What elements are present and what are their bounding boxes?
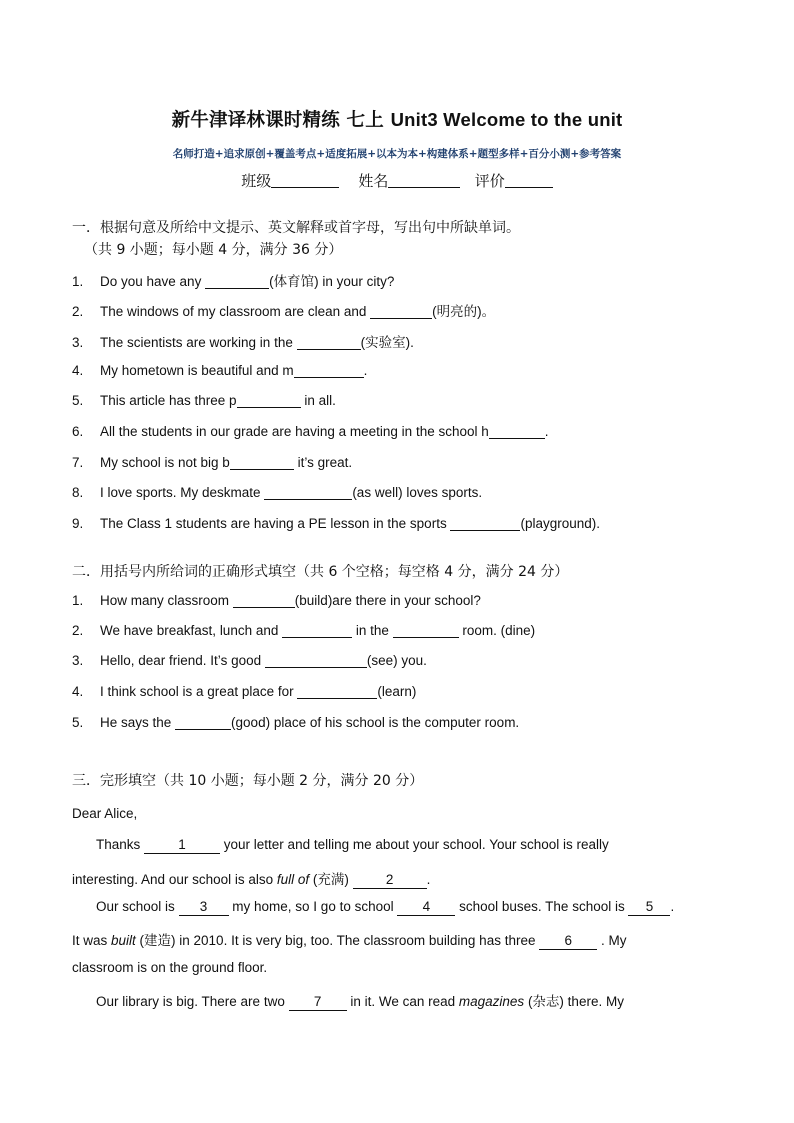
answer-blank[interactable] xyxy=(370,303,432,319)
answer-blank[interactable] xyxy=(282,622,352,638)
s1-question-7: 7. My school is not big b it’s great. xyxy=(72,455,353,470)
s1-question-9: 9. The Class 1 students are having a PE lesson in the sports (playground). xyxy=(72,516,600,531)
s1-question-1: 1. Do you have any (体育馆) in your city? xyxy=(72,274,395,289)
passage-line-6: Our library is big. There are two 7 in it. We can read magazines (杂志) there. My xyxy=(96,994,624,1009)
passage-line-5: classroom is on the ground floor. xyxy=(72,960,268,975)
class-blank[interactable] xyxy=(271,173,339,188)
answer-blank[interactable] xyxy=(489,423,545,439)
title-chinese: 新牛津译林课时精练 七上 xyxy=(171,110,384,131)
s1-question-5: 5. This article has three p in all. xyxy=(72,393,336,408)
s2-question-4: 4. I think school is a great place for (learn) xyxy=(72,684,417,699)
subtitle: 名师打造+追求原创+覆盖考点+适度拓展+以本为本+构建体系+题型多样+百分小测+参考答案 xyxy=(172,148,622,160)
answer-blank[interactable] xyxy=(237,392,301,408)
answer-blank[interactable] xyxy=(205,273,269,289)
answer-blank[interactable] xyxy=(265,652,367,668)
passage-line-2: interesting. And our school is also full of (充满) 2 . xyxy=(72,872,431,887)
cloze-blank-3[interactable]: 3 xyxy=(179,899,229,916)
title-english: Unit3 Welcome to the unit xyxy=(390,109,623,130)
passage-line-1: Thanks 1 your letter and telling me about your school. Your school is really xyxy=(96,837,609,852)
cloze-blank-1[interactable]: 1 xyxy=(144,837,220,854)
page-title xyxy=(0,106,794,132)
name-label: 姓名 xyxy=(358,172,389,190)
cloze-blank-7[interactable]: 7 xyxy=(289,994,347,1011)
s1-question-3: 3. The scientists are working in the (实验室). xyxy=(72,335,414,350)
cloze-blank-6[interactable]: 6 xyxy=(539,933,597,950)
section1-heading: 一．根据句意及所给中文提示、英文解释或首字母，写出句中所缺单词。 xyxy=(72,220,520,236)
s1-question-2: 2. The windows of my classroom are clean and (明亮的)。 xyxy=(72,304,496,319)
passage-line-4: It was built (建造) in 2010. It is very big, too. The classroom building has three 6 . My xyxy=(72,933,627,948)
s2-question-2: 2. We have breakfast, lunch and in the room. (dine) xyxy=(72,623,536,638)
student-info-line xyxy=(0,170,794,191)
s1-question-6: 6. All the students in our grade are having a meeting in the school h . xyxy=(72,424,549,439)
answer-blank[interactable] xyxy=(230,454,294,470)
s1-question-8: 8. I love sports. My deskmate (as well) loves sports. xyxy=(72,485,483,500)
letter-greeting: Dear Alice, xyxy=(72,806,138,821)
answer-blank[interactable] xyxy=(297,334,361,350)
s2-question-5: 5. He says the (good) place of his school is the computer room. xyxy=(72,715,520,730)
answer-blank[interactable] xyxy=(264,484,352,500)
score-blank[interactable] xyxy=(505,173,553,188)
s1-question-4: 4. My hometown is beautiful and m . xyxy=(72,363,368,378)
section3-heading: 三．完形填空（共 10 小题；每小题 2 分，满分 20 分） xyxy=(72,773,424,789)
cloze-blank-5[interactable]: 5 xyxy=(628,899,670,916)
cloze-blank-2[interactable]: 2 xyxy=(353,872,427,889)
score-label: 评价 xyxy=(474,172,505,190)
section1-scoring: （共 9 小题；每小题 4 分，满分 36 分） xyxy=(84,242,343,258)
name-blank[interactable] xyxy=(388,173,460,188)
answer-blank[interactable] xyxy=(297,683,377,699)
s2-question-3: 3. Hello, dear friend. It’s good (see) you. xyxy=(72,653,427,668)
passage-line-3: Our school is 3 my home, so I go to school 4 school buses. The school is 5 . xyxy=(96,899,675,914)
answer-blank[interactable] xyxy=(175,714,231,730)
cloze-blank-4[interactable]: 4 xyxy=(397,899,455,916)
class-label: 班级 xyxy=(241,172,272,190)
answer-blank[interactable] xyxy=(450,515,520,531)
answer-blank[interactable] xyxy=(294,362,364,378)
section2-heading: 二．用括号内所给词的正确形式填空（共 6 个空格；每空格 4 分，满分 24 分） xyxy=(72,564,569,580)
answer-blank[interactable] xyxy=(233,592,295,608)
s2-question-1: 1. How many classroom (build)are there in your school? xyxy=(72,593,481,608)
answer-blank[interactable] xyxy=(393,622,459,638)
